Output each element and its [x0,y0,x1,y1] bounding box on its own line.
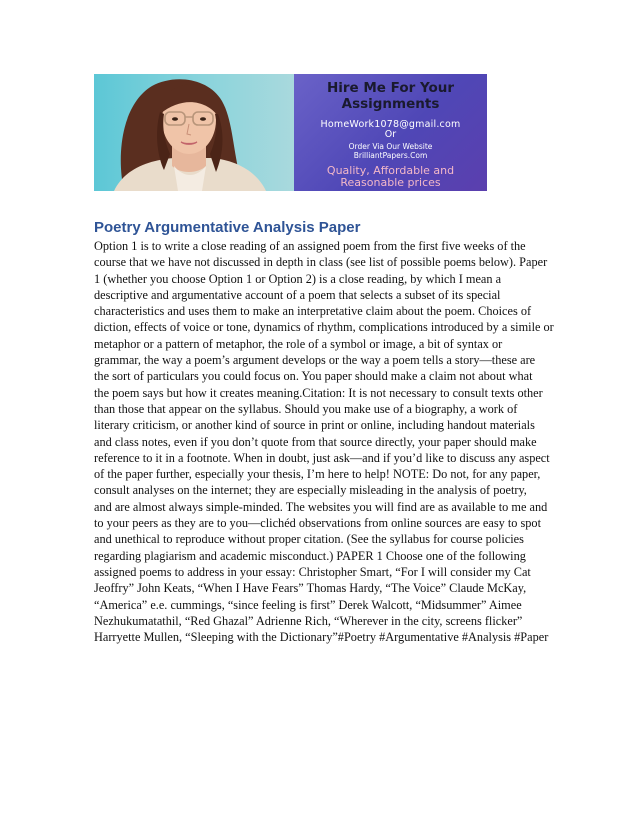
body-text-line: 1 (whether you choose Option 1 or Option 2) is a close reading, by which I mean a [94,271,502,286]
banner-or: Or [384,129,397,140]
body-text-line: Nezhukumatathil, “Red Ghazal” Adrienne Rich, “Wherever in the city, screens flicker” [94,613,523,628]
body-text-line: reference to it in a footnote. When in doubt, just ask—and if you’d like to discuss any aspect [94,450,550,465]
woman-portrait-image [94,74,294,191]
body-text-line: metaphor or a pattern of metaphor, the role of a symbol or image, a bit of syntax or [94,336,503,351]
document-body [94,238,564,645]
banner-tagline-line1: Quality, Affordable and [326,164,455,177]
banner-tagline-line2: Reasonable prices [340,176,441,189]
body-text-line: literary criticism, or another kind of source in print or online, including handout materials [94,418,535,433]
body-text-line: diction, effects of voice or tone, dynamics of rhythm, complications introduced by a simile or [94,320,554,335]
body-text-line: the poem says but how it creates meaning.Citation: It is not necessary to consult texts other [94,385,543,400]
body-text-line: assigned poems to address in your essay: Christopher Smart, “For I will consider my Cat [94,564,531,579]
body-text-line: and unethical to reproduce without proper citation. (See the syllabus for course policies [94,532,524,547]
body-text-line: of the paper further, especially your thesis, I’m here to help! NOTE: Do not, for any paper, [94,467,541,482]
body-text-line: “America” e.e. cummings, “since feeling is first” Derek Walcott, “Midsummer” Aimee [94,597,522,612]
banner-ad-panel [294,74,487,191]
body-text-line: Harryette Mullen, “Sleeping with the Dictionary”#Poetry #Argumentative #Analysis #Paper [94,630,549,645]
body-text-line: Option 1 is to write a close reading of an assigned poem from the first five weeks of the [94,239,526,253]
body-text-line: Jeoffry” John Keats, “When I Have Fears” Thomas Hardy, “The Voice” Claude McKay, [94,581,527,596]
document-title: Poetry Argumentative Analysis Paper [94,219,361,236]
advertisement-banner[interactable] [94,74,487,191]
body-text-line: and class notes, even if you don’t quote from that source directly, your paper should make [94,434,537,449]
body-text-line: consult analyses on the internet; they are especially misleading in the analysis of poetry, [94,483,527,498]
banner-headline-line1: Hire Me For Your [326,80,455,96]
body-text-line: grammar, the way a poem’s argument develops or the way a poem tells a story—these are [94,353,536,368]
portrait-illustration [94,74,294,191]
banner-website: BrilliantPapers.Com [353,151,428,160]
body-text-line: course that we have not discussed in depth in class (see list of possible poems below). Paper [94,255,548,270]
body-text-line: the sort of particulars you could focus on. You paper should make a claim not about what [94,369,533,384]
body-text-line: characteristics and uses them to make an interpretative claim about the poem. Choices of [94,304,532,319]
banner-email: HomeWork1078@gmail.com [320,119,461,130]
banner-order-line: Order Via Our Website [348,142,433,151]
body-text-line: than those that appear on the syllabus. Should you make use of a biography, a work of [94,401,518,416]
banner-headline-line2: Assignments [341,96,440,112]
body-text-line: and are almost always simple-minded. The websites you will find are as available to me and [94,499,548,514]
body-text-line: descriptive and argumentative account of a poem that selects a subset of its special [94,287,501,302]
body-text-line: to your peers as they are to you—clichéd observations from online sources are easy to spot [94,516,541,531]
body-text-line: regarding plagiarism and academic misconduct.) PAPER 1 Choose one of the following [94,548,526,563]
